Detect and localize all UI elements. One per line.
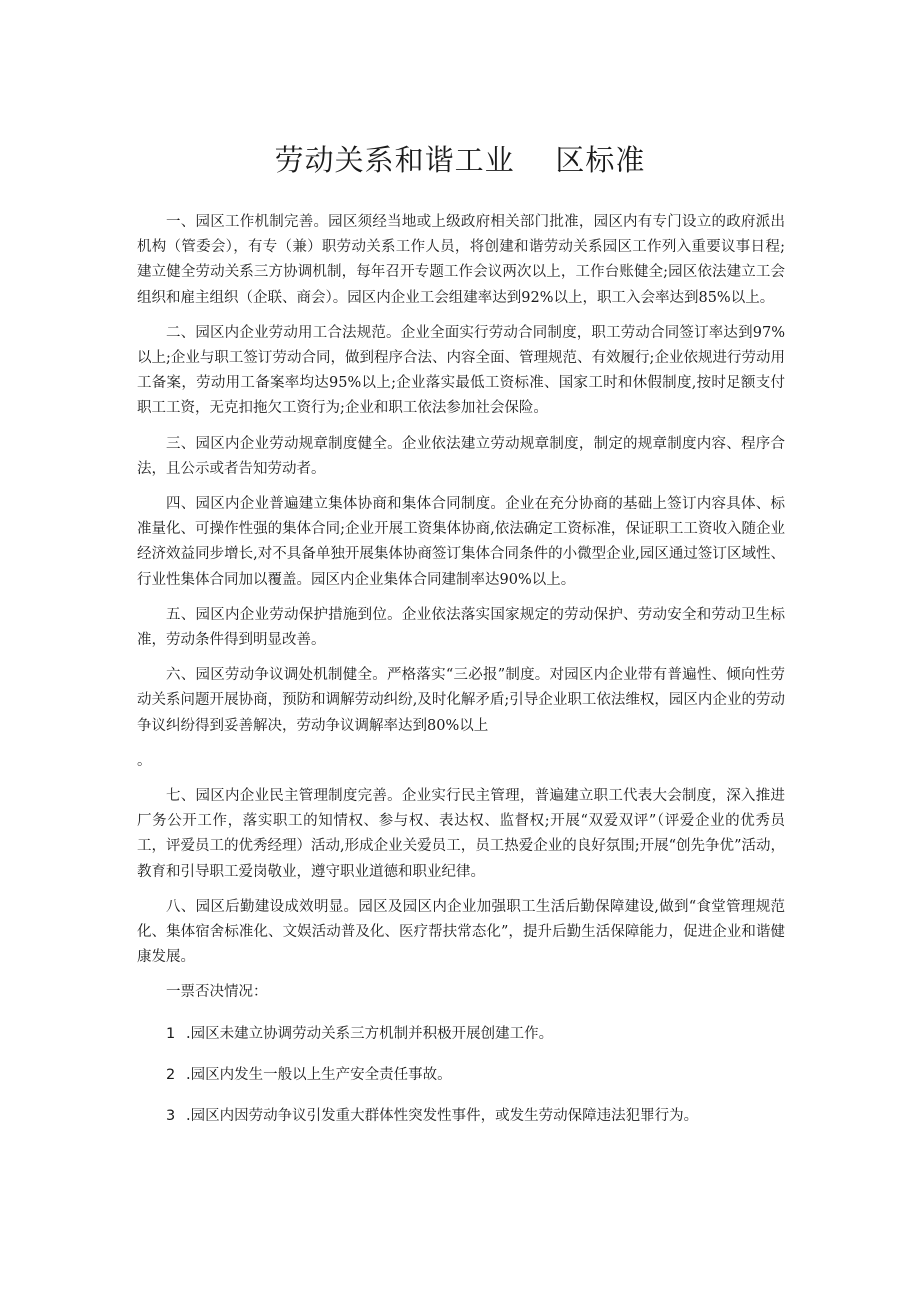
- document-title: 劳动关系和谐工业 区标准: [274, 143, 646, 177]
- veto-item: [137, 1022, 785, 1047]
- paragraph-6-tail: 。: [137, 752, 152, 769]
- paragraph-8-logistics: 八、园区后勤建设成效明显。园区及园区内企业加强职工生活后勤保障建设,做到“食堂管理规范化、集体宿舍标准化、文娱活动普及化、医疗帮扶常态化”，提升后勤生活保障能力，促进企业和谐健康发展。: [137, 898, 785, 966]
- veto-item-number: 1: [166, 1025, 176, 1042]
- veto-item: [137, 1063, 785, 1088]
- veto-item-text: .园区内因劳动争议引发重大群体性突发性事件，或发生劳动保障违法犯罪行为。: [186, 1108, 699, 1125]
- paragraph-6-dispute-mediation: 六、园区劳动争议调处机制健全。严格落实“三必报”制度。对园区内企业带有普遍性、倾向性劳动关系问题开展协商，预防和调解劳动纠纷,及时化解矛盾;引导企业职工依法维权，园区内企业的劳动争议纠纷得到妥善解决，劳动争议调解率达到80%以上: [137, 667, 785, 734]
- veto-item-number: 2: [166, 1066, 176, 1083]
- paragraph-7-democratic-management: 七、园区内企业民主管理制度完善。企业实行民主管理，普遍建立职工代表大会制度，深入推进厂务公开工作，落实职工的知情权、参与权、表达权、监督权;开展“双爱双评”（评爱企业的优秀员工，评爱员工的优秀经理）活动,形成企业关爱员工，员工热爱企业的良好氛围;开展“创先争优”活动，教育和引导职工爱岗敬业，遵守职业道德和职业纪律。: [137, 788, 785, 880]
- veto-item-text: .园区未建立协调劳动关系三方机制并积极开展创建工作。: [186, 1025, 554, 1042]
- veto-item-number: 3: [166, 1108, 176, 1125]
- paragraph-2-labor-contracts: 二、园区内企业劳动用工合法规范。企业全面实行劳动合同制度，职工劳动合同签订率达到97%以上;企业与职工签订劳动合同，做到程序合法、内容全面、管理规范、有效履行;企业依规进行劳动用工备案，劳动用工备案率均达95%以上;企业落实最低工资标准、国家工时和休假制度,按时足额支付职工工资，无克扣拖欠工资行为;企业和职工依法参加社会保险。: [137, 324, 785, 417]
- paragraph-5-labor-protection: 五、园区内企业劳动保护措施到位。企业依法落实国家规定的劳动保护、劳动安全和劳动卫生标准，劳动条件得到明显改善。: [137, 606, 785, 649]
- paragraph-1-work-mechanism: 一、园区工作机制完善。园区须经当地或上级政府相关部门批准，园区内有专门设立的政府派出机构（管委会），有专（兼）职劳动关系工作人员，将创建和谐劳动关系园区工作列入重要议事日程;建立健全劳动关系三方协调机制，每年召开专题工作会议两次以上，工作台账健全;园区依法建立工会组织和雇主组织（企联、商会）。园区内企业工会组建率达到92%以上，职工入会率达到85%以上。: [137, 214, 785, 306]
- veto-list: [137, 1022, 785, 1130]
- veto-item-text: .园区内发生一般以上生产安全责任事故。: [186, 1066, 452, 1083]
- veto-heading: 一票否决情况：: [166, 984, 268, 1001]
- paragraph-3-labor-rules: 三、园区内企业劳动规章制度健全。企业依法建立劳动规章制度，制定的规章制度内容、程序合法，且公示或者告知劳动者。: [137, 435, 785, 477]
- document-body: [137, 210, 785, 1145]
- veto-item: [137, 1104, 785, 1129]
- paragraph-4-collective-bargaining: 四、园区内企业普遍建立集体协商和集体合同制度。企业在充分协商的基础上签订内容具体、标准量化、可操作性强的集体合同;企业开展工资集体协商,依法确定工资标准，保证职工工资收入随企业经济效益同步增长,对不具备单独开展集体协商签订集体合同条件的小微型企业,园区通过签订区域性、行业性集体合同加以覆盖。园区内企业集体合同建制率达90%以上。: [137, 496, 785, 588]
